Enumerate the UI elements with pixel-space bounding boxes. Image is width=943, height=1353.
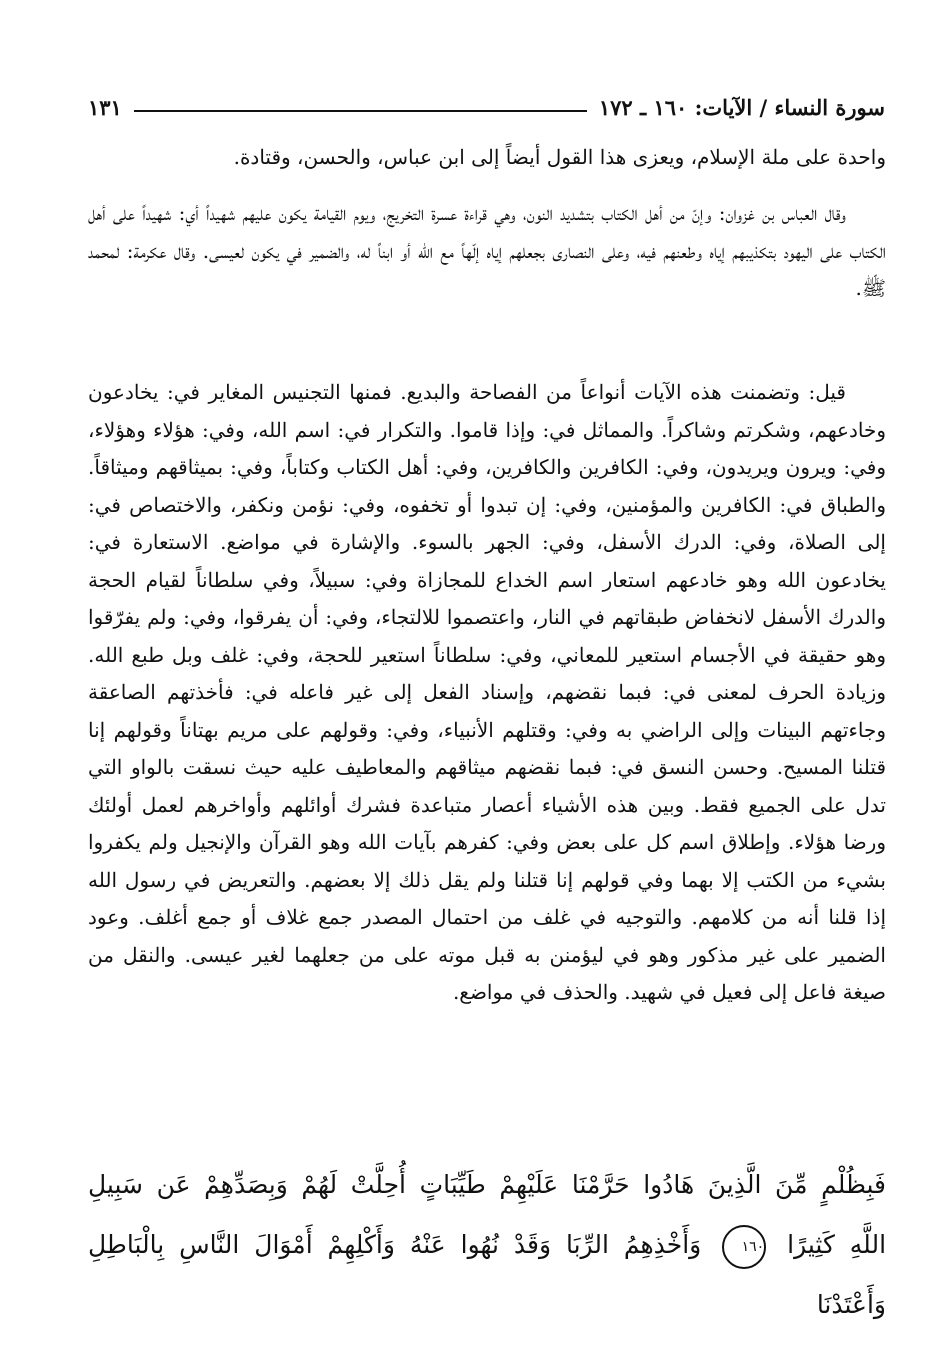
paragraph-2: وقال العباس بن غزوان: وإنّ من أهل الكتاب بتشديد النون، وهي قراءة عسرة التخريج، ويوم القيامة يكون عليهم شهيداً أي: شهيداً على أهل الكتاب على اليهود بتكذيبهم إياه وطعنهم فيه، وعلى النصارى بجعلهم إياه إلّهاً مع الله أو ابناً له، والضمير في يكون لعيسى. وقال عكرمة: لمحمد ﷺ. — [88, 201, 886, 300]
quran-verse-block — [88, 1155, 886, 1335]
page-header — [88, 84, 885, 118]
paragraph-3: قيل: وتضمنت هذه الآيات أنواعاً من الفصاحة والبديع. فمنها التجنيس المغاير في: يخادعون وخادعهم، وشكرتم وشاكراً. والمماثل في: وإذا قاموا. والتكرار في: اسم الله، وفي: هؤلاء وهؤلاء، وفي: ويرون ويريدون، وفي: الكافرين والكافرين، وفي: أهل الكتاب وكتاباً، وفي: بميثاقهم وميثاقاً. والطباق في: الكافرين والمؤمنين، وفي: إن تبدوا أو تخفوه، وفي: نؤمن ونكفر، والاختصاص في: إلى الصلاة، وفي: الدرك الأسفل، وفي: الجهر بالسوء. والإشارة في مواضع. الاستعارة في: يخادعون الله وهو خادعهم استعار اسم الخداع للمجازاة وفي: سبيلاً، وفي سلطاناً لقيام الحجة والدرك الأسفل لانخفاض طبقاتهم في النار، واعتصموا للالتجاء، وفي: أن يفرقوا، وفي: ولم يفرّقوا وهو حقيقة في الأجسام استعير للمعاني، وفي: سلطاناً استعير للحجة، وفي: غلف وبل طبع الله. وزيادة الحرف لمعنى في: فبما نقضهم، وإسناد الفعل إلى غير فاعله في: فأخذتهم الصاعقة وجاءتهم البينات وإلى الراضي به وفي: وقتلهم الأنبياء، وفي: وقولهم على مريم بهتاناً وقولهم إنا قتلنا المسيح. وحسن النسق في: فبما نقضهم ميثاقهم والمعاطيف عليه حيث نسقت بالواو التي تدل على الجميع فقط. وبين هذه الأشياء أعصار متباعدة فشرك أوائلهم وأواخرهم لعمل أولئك ورضا هؤلاء. وإطلاق اسم كل على بعض وفي: كفرهم بآيات الله وهو القرآن والإنجيل ولم يكفروا بشيء من الكتب إلا بهما وفي قولهم إنا قتلنا ولم يقل ذلك إلا بعضهم. والتعريض في رسول الله إذا قلنا أنه من كلامهم. والتوجيه في غلف من احتمال المصدر جمع غلاف أو جمع أغلف. وعود الضمير على غير مذكور وهو في ليؤمنن به قبل موته على من جعلهما لغير عيسى. والنقل من صيغة فاعل إلى فعيل في شهيد. والحذف في مواضع. — [88, 380, 887, 1004]
ayah-number-marker: ١٦٠ — [722, 1225, 766, 1269]
paragraph-1: واحدة على ملة الإسلام، ويعزى هذا القول أيضاً إلى ابن عباس، والحسن، وقتادة. — [233, 145, 886, 169]
header-rule — [134, 110, 587, 112]
running-title: سورة النساء / الآيات: ١٦٠ ـ ١٧٢ — [598, 95, 885, 120]
page-number: ١٣١ — [88, 95, 122, 120]
quran-line-2-end: وَأَخْذِهِمُ الرِّبَا وَقَدْ نُهُوا عَنْهُ وَأَكْلِهِمْ أَمْوَالَ النَّاسِ بِالْبَاطِلِ وَأَعْتَدْنَا — [88, 1230, 886, 1319]
quran-line-1: فَبِظُلْمٍ مِّنَ الَّذِينَ هَادُوا حَرَّمْنَا عَلَيْهِمْ طَيِّبَاتٍ أُحِلَّتْ لَهُمْ وَبِصَدِّهِمْ عَن سَبِيلِ — [88, 1170, 886, 1199]
quran-line-2-start: اللَّهِ كَثِيرًا — [787, 1230, 887, 1259]
